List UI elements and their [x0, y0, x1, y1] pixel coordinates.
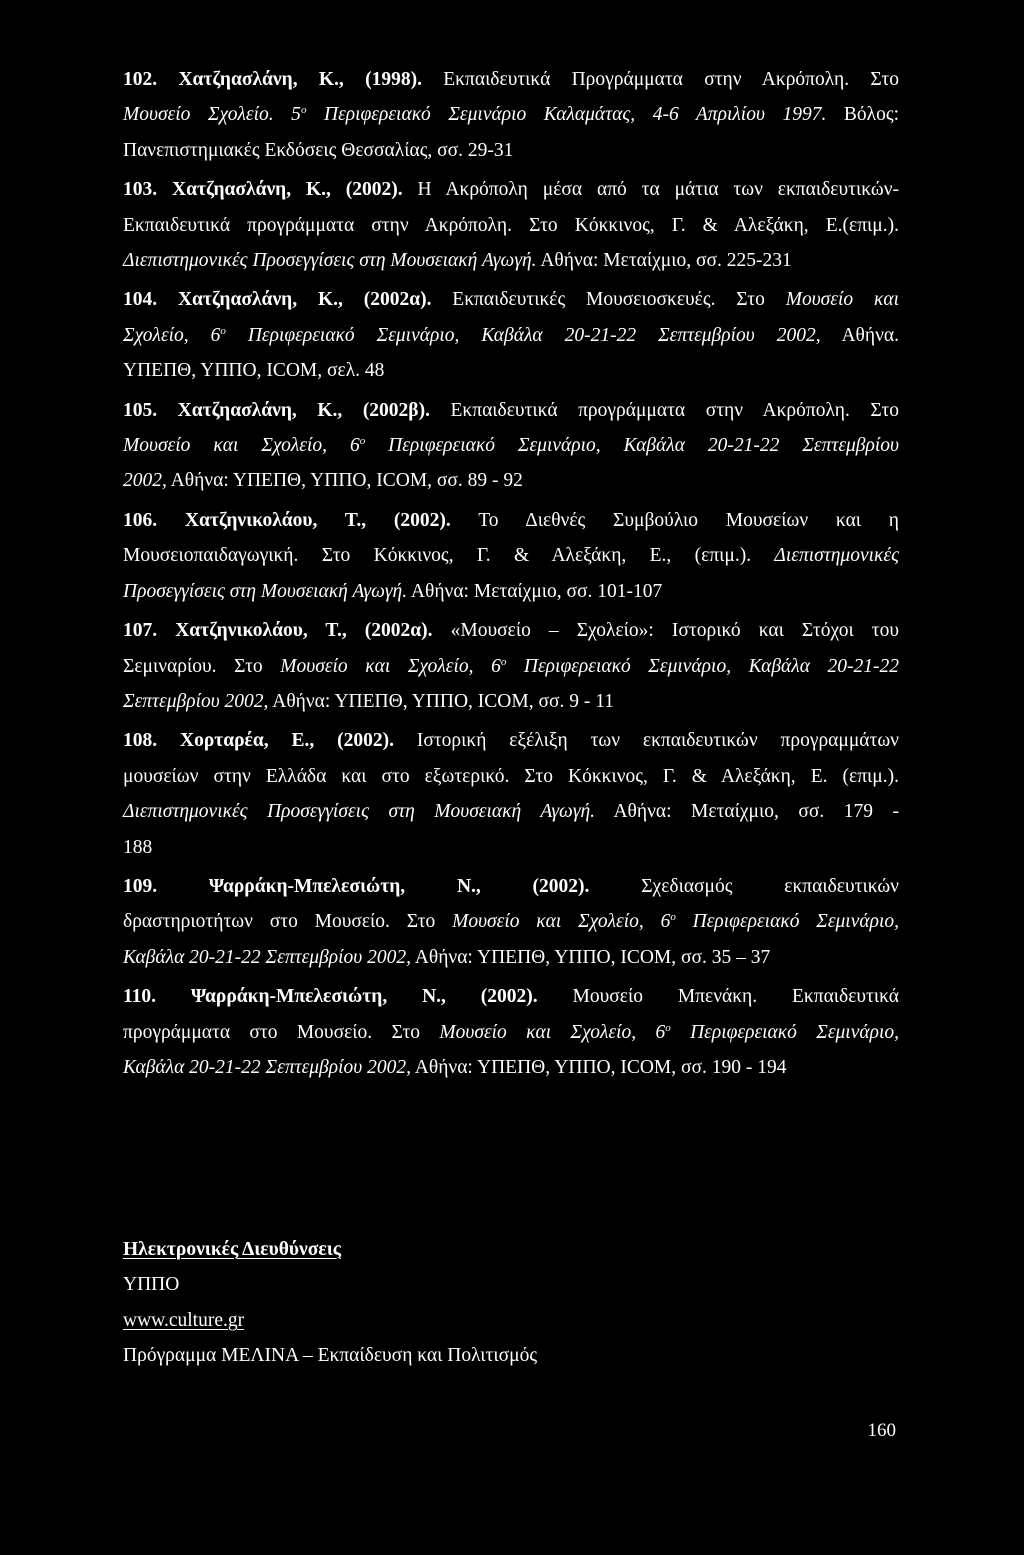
- reference-text: Αθήνα: Μεταίχμιο, σσ. 101-107: [407, 580, 663, 602]
- ordinal-superscript: ο: [670, 911, 676, 924]
- italic-text: Μουσείο και Σχολείο, 6: [123, 435, 360, 457]
- italic-text: Μουσείο Σχολείο. 5: [123, 104, 301, 126]
- reference-author: Ψαρράκη-Μπελεσιώτη, Ν., (2002).: [208, 875, 590, 897]
- reference-line: [123, 393, 899, 428]
- reference-text: Η Ακρόπολη μέσα από τα μάτια των εκπαιδευτικών-: [417, 179, 900, 201]
- reference-entry: [123, 172, 899, 278]
- reference-text: Το Διεθνές Συμβούλιο Μουσείων και η: [478, 509, 899, 531]
- ordinal-superscript: ο: [220, 324, 226, 337]
- italic-text: Διεπιστημονικές Προσεγγίσεις στη Μουσειακή Αγωγή.: [123, 801, 596, 823]
- italic-text: Περιφερειακό Σεμινάριο,: [675, 911, 899, 933]
- italic-text: Καβάλα 20-21-22 Σεπτεμβρίου 2002,: [123, 946, 411, 968]
- ordinal-superscript: ο: [665, 1021, 671, 1034]
- links-heading: Ηλεκτρονικές Διευθύνσεις: [123, 1239, 341, 1260]
- reference-text: Εκπαιδευτικά Προγράμματα στην Ακρόπολη. Στο: [443, 69, 900, 90]
- reference-author: Ψαρράκη-Μπελεσιώτη, Ν., (2002).: [190, 986, 538, 1008]
- italic-text: Διεπιστημονικές Προσεγγίσεις στη Μουσειακή Αγωγή.: [123, 250, 537, 272]
- reference-text: Αθήνα: ΥΠΕΠΘ, ΥΠΠΟ, ICOM, σσ. 9 - 11: [268, 690, 615, 712]
- reference-text: προγράμματα στο Μουσείο. Στο: [123, 1021, 440, 1043]
- reference-entry: [123, 723, 899, 865]
- italic-text: 2002,: [123, 470, 167, 492]
- reference-author: Χατζηασλάνη, Κ., (2002).: [172, 179, 403, 201]
- italic-text: Μουσείο και Σχολείο, 6: [280, 655, 501, 677]
- reference-text: Σεμιναρίου. Στο: [123, 655, 281, 677]
- reference-number: 110.: [123, 986, 157, 1008]
- reference-entry: [123, 613, 899, 719]
- reference-text: δραστηριοτήτων στο Μουσείο. Στο: [123, 911, 453, 933]
- links-program: Πρόγραμμα ΜΕΛΙΝΑ – Εκπαίδευση και Πολιτισμός: [123, 1345, 538, 1367]
- reference-line: [123, 538, 899, 573]
- italic-text: Μουσείο και: [785, 289, 899, 311]
- page-number: 160: [867, 1420, 896, 1441]
- italic-text: Μουσείο και Σχολείο, 6: [452, 911, 671, 933]
- reference-author: Χορταρέα, Ε., (2002).: [179, 730, 394, 752]
- italic-text: Σεπτεμβρίου 2002,: [123, 690, 269, 712]
- italic-text: Περιφερειακό Σεμινάριο, Καβάλα 20-21-22 Σεπτεμβρίου: [365, 435, 899, 457]
- reference-number: 103.: [123, 179, 158, 201]
- reference-text: «Μουσείο – Σχολείο»: Ιστορικό και Στόχοι του: [450, 620, 900, 642]
- reference-text: Αθήνα: Μεταίχμιο, σσ. 225-231: [536, 250, 792, 272]
- reference-line: [123, 574, 899, 609]
- italic-text: Σχολείο, 6: [123, 324, 221, 346]
- reference-number: 102.: [123, 69, 158, 90]
- italic-text: Περιφερειακό Σεμινάριο, Καβάλα 20-21-22 Σεπτεμβρίου 2002,: [225, 324, 821, 346]
- reference-text: ΥΠΕΠΘ, ΥΠΠΟ, ICOM, σελ. 48: [123, 360, 385, 382]
- italic-text: Καβάλα 20-21-22 Σεπτεμβρίου 2002,: [123, 1056, 411, 1078]
- reference-text: Αθήνα: ΥΠΕΠΘ, ΥΠΠΟ, ICOM, σσ. 35 – 37: [410, 946, 771, 968]
- reference-author: Χατζηνικολάου, Τ., (2002).: [184, 509, 451, 531]
- reference-line: [123, 904, 899, 939]
- reference-line: [123, 463, 899, 498]
- reference-line: [123, 940, 899, 975]
- reference-line: [123, 613, 899, 648]
- reference-line: [123, 208, 899, 243]
- reference-number: 105.: [123, 399, 158, 421]
- ordinal-superscript: ο: [500, 655, 507, 668]
- reference-entry: [123, 62, 899, 168]
- reference-author: Χατζηνικολάου, Τ., (2002α).: [175, 620, 433, 642]
- reference-text: Αθήνα.: [820, 324, 899, 346]
- reference-line: [123, 318, 899, 353]
- reference-line: [123, 979, 899, 1014]
- reference-entry: [123, 282, 899, 388]
- reference-line: [123, 428, 899, 463]
- reference-text: Πανεπιστημιακές Εκδόσεις Θεσσαλίας, σσ. 29-31: [123, 139, 514, 161]
- reference-line: [123, 133, 899, 168]
- reference-entry: [123, 979, 899, 1085]
- culture-link[interactable]: www.culture.gr: [123, 1309, 245, 1331]
- reference-text: Αθήνα: ΥΠΕΠΘ, ΥΠΠΟ, ICOM, σσ. 89 - 92: [166, 470, 523, 492]
- reference-text: Εκπαιδευτικές Μουσειοσκευές. Στο: [452, 289, 786, 311]
- reference-text: Εκπαιδευτικά προγράμματα στην Ακρόπολη. Στο: [450, 399, 899, 421]
- reference-author: Χατζηασλάνη, Κ., (2002β).: [177, 399, 430, 421]
- reference-line: [123, 649, 899, 684]
- reference-line: [123, 1015, 899, 1050]
- reference-line: [123, 282, 899, 317]
- reference-number: 107.: [123, 620, 158, 642]
- reference-line: [123, 353, 899, 388]
- reference-text: Μουσειοπαιδαγωγική. Στο Κόκκινος, Γ. & Αλεξάκη, Ε., (επιμ.).: [123, 545, 775, 567]
- reference-line: [123, 723, 899, 758]
- reference-entry: [123, 393, 899, 499]
- reference-number: 106.: [123, 509, 158, 531]
- links-org: ΥΠΠΟ: [123, 1274, 180, 1296]
- reference-text: μουσείων στην Ελλάδα και στο εξωτερικό. Στο Κόκκινος, Γ. & Αλεξάκη, Ε. (επιμ.).: [123, 765, 899, 787]
- italic-text: Διεπιστημονικές: [774, 545, 899, 567]
- italic-text: Περιφερειακό Σεμινάριο,: [670, 1021, 900, 1043]
- reference-line: [123, 243, 899, 278]
- reference-line: [123, 759, 899, 794]
- italic-text: Μουσείο και Σχολείο, 6: [439, 1021, 666, 1043]
- reference-number: 108.: [123, 730, 158, 752]
- reference-line: [123, 503, 899, 538]
- reference-text: Μουσείο Μπενάκη. Εκπαιδευτικά: [572, 986, 900, 1008]
- reference-text: Βόλος:: [826, 104, 899, 126]
- reference-text: Αθήνα: ΥΠΕΠΘ, ΥΠΠΟ, ICOM, σσ. 190 - 194: [410, 1056, 787, 1078]
- reference-line: [123, 869, 899, 904]
- reference-line: [123, 97, 899, 132]
- reference-entry: [123, 503, 899, 609]
- reference-line: [123, 1050, 899, 1085]
- reference-text: 188: [123, 836, 153, 858]
- ordinal-superscript: ο: [359, 435, 366, 448]
- reference-line: [123, 830, 899, 865]
- electronic-addresses: [123, 1232, 899, 1374]
- italic-text: Προσεγγίσεις στη Μουσειακή Αγωγή.: [123, 580, 408, 602]
- reference-text: Αθήνα: Μεταίχμιο, σσ. 179 -: [595, 801, 899, 823]
- reference-text: Σχεδιασμός εκπαιδευτικών: [641, 875, 900, 897]
- italic-text: Περιφερειακό Σεμινάριο, Καβάλα 20-21-22: [506, 655, 900, 677]
- ordinal-superscript: ο: [300, 104, 307, 117]
- reference-author: Χατζηασλάνη, Κ., (2002α).: [177, 289, 432, 311]
- reference-line: [123, 172, 899, 207]
- reference-text: Εκπαιδευτικά προγράμματα στην Ακρόπολη. Στο Κόκκινος, Γ. & Αλεξάκη, Ε.(επιμ.).: [123, 214, 899, 236]
- reference-line: [123, 794, 899, 829]
- reference-author: Χατζηασλάνη, Κ., (1998).: [178, 69, 422, 90]
- italic-text: Περιφερειακό Σεμινάριο Καλαμάτας, 4-6 Απριλίου 1997.: [306, 104, 827, 126]
- reference-text: Ιστορική εξέλιξη των εκπαιδευτικών προγραμμάτων: [416, 730, 900, 752]
- reference-line: [123, 684, 899, 719]
- reference-number: 104.: [123, 289, 158, 311]
- reference-line: [123, 62, 899, 97]
- reference-number: 109.: [123, 875, 158, 897]
- references-list: [123, 62, 899, 1089]
- reference-entry: [123, 869, 899, 975]
